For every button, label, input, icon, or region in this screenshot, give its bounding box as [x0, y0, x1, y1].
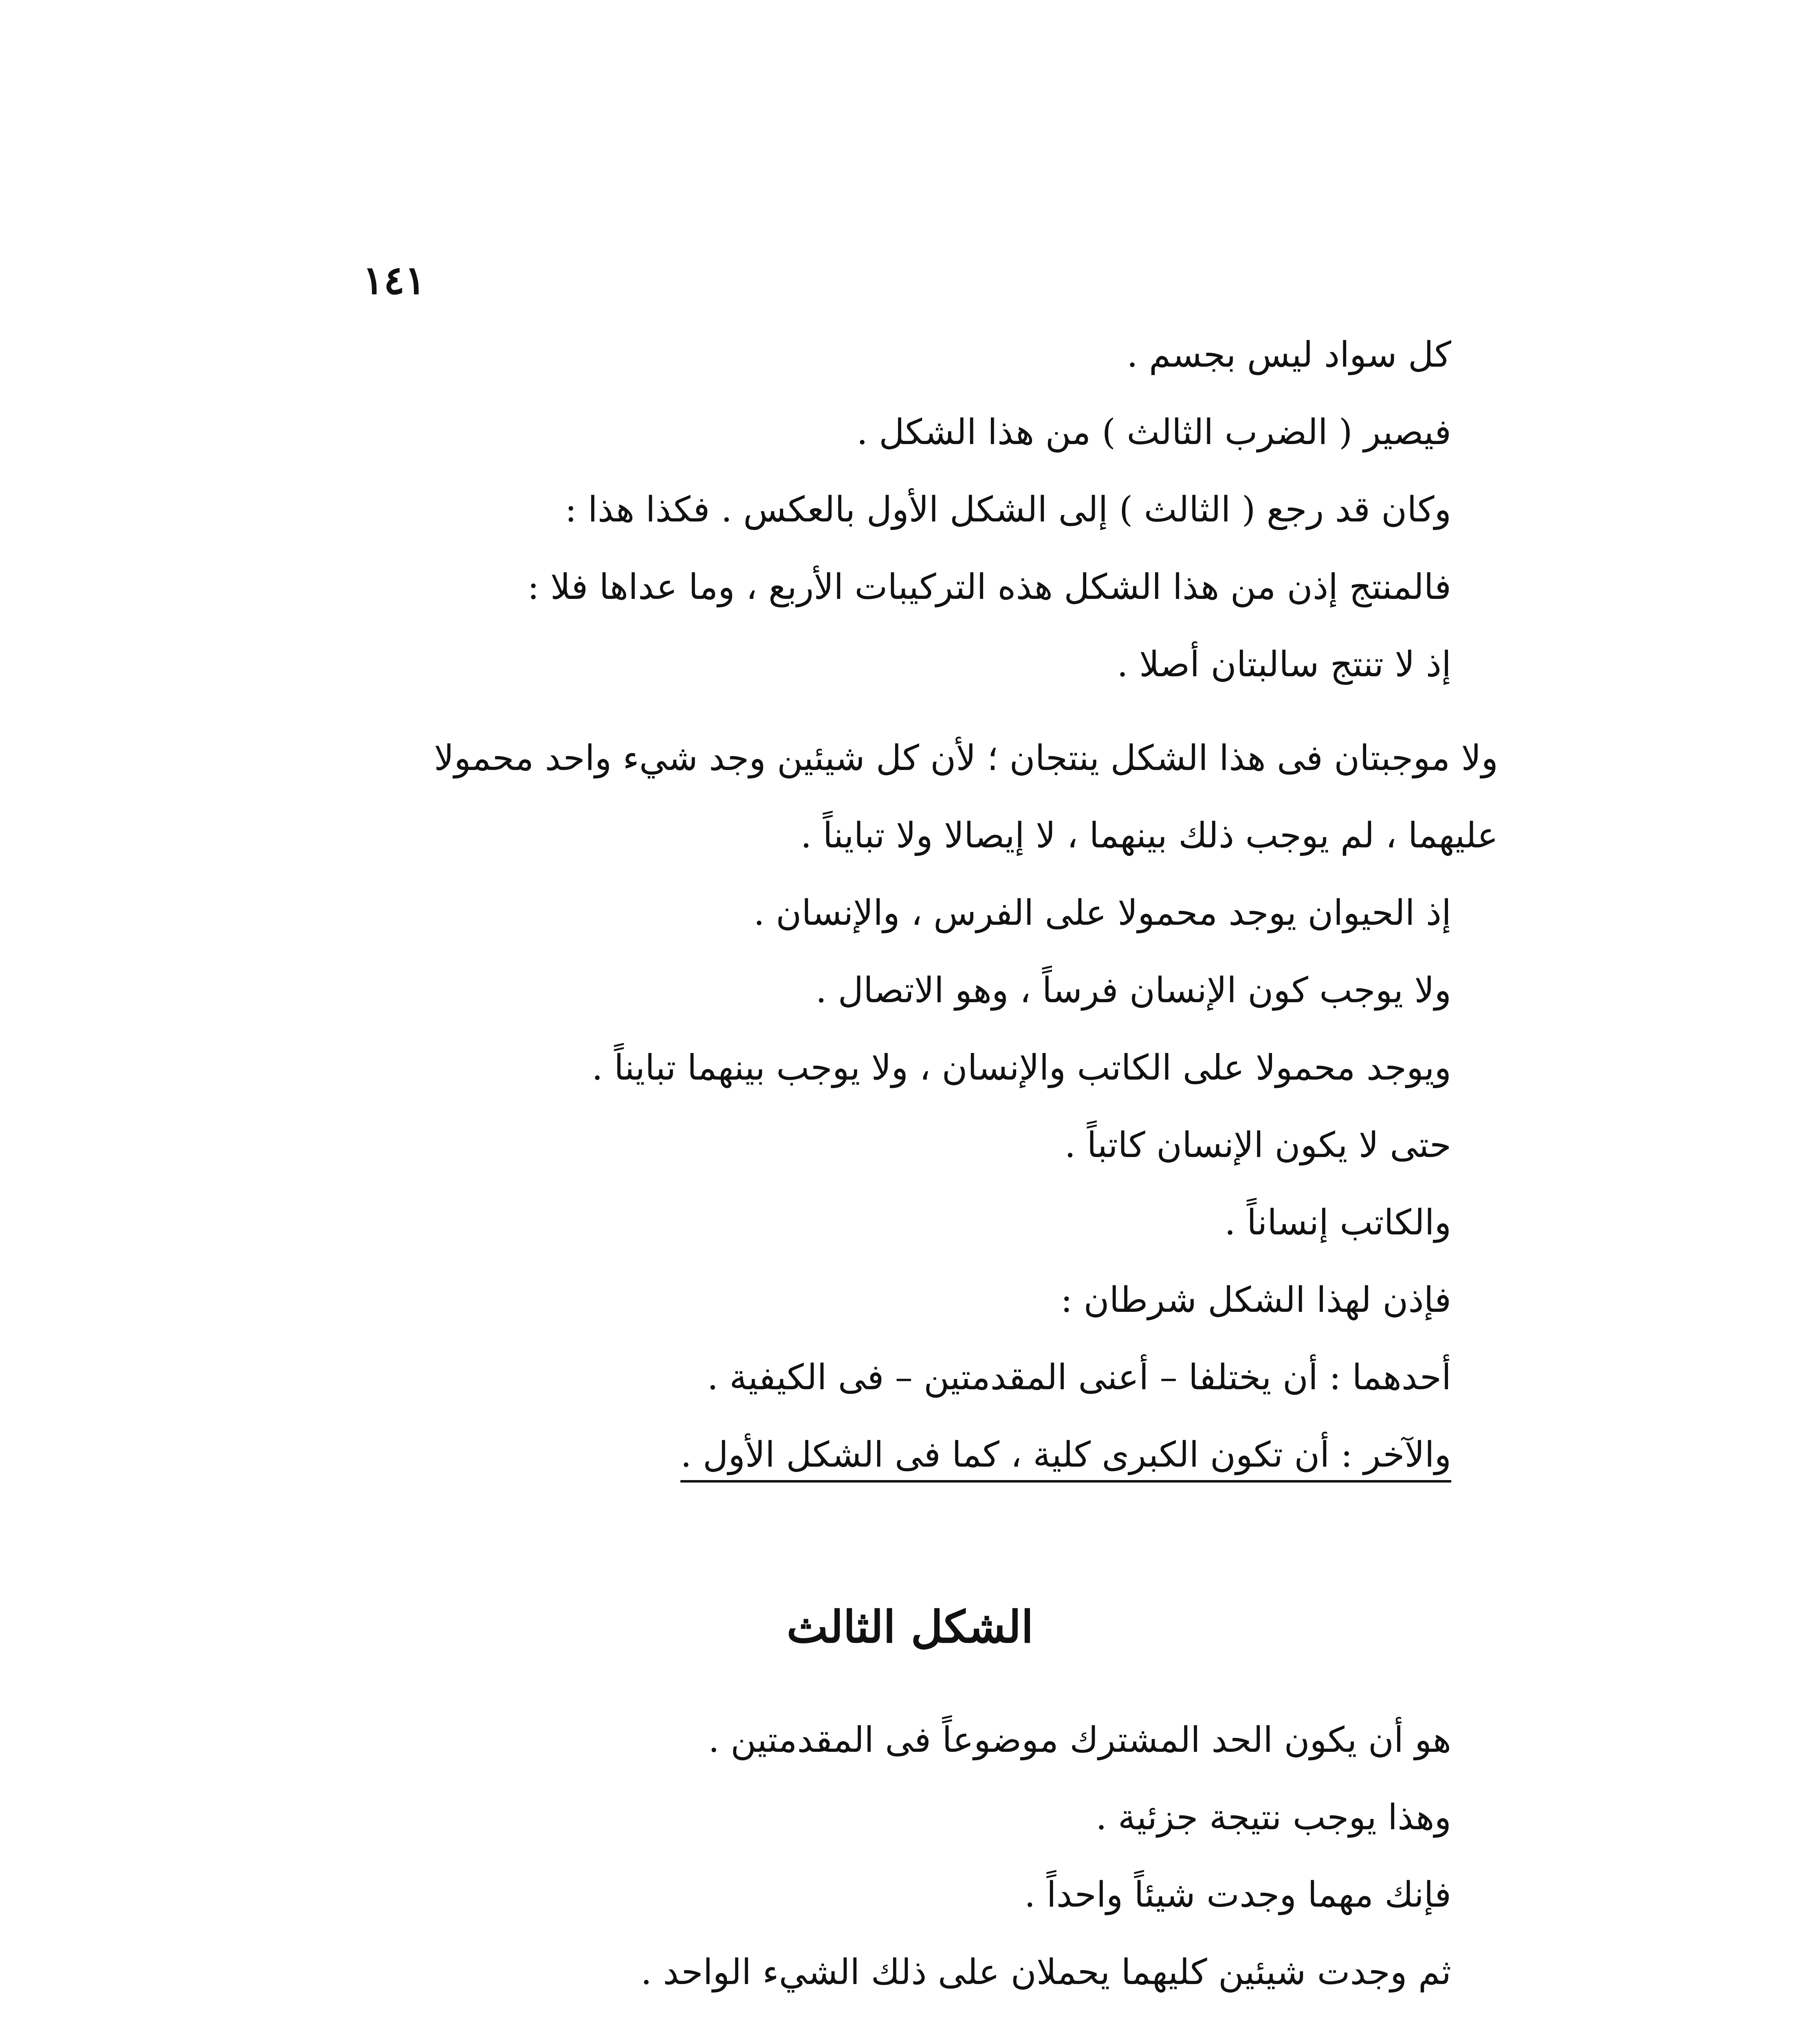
- text-line: ويوجد محمولا على الكاتب والإنسان ، ولا يوجب بينهما تبايناً .: [592, 1047, 1451, 1088]
- text-line: فالمنتج إذن من هذا الشكل هذه التركيبات الأربع ، وما عداها فلا :: [527, 567, 1451, 607]
- text-line: فإنك مهما وجدت شيئاً واحداً .: [1024, 1874, 1451, 1915]
- section-heading: الشكل الثالث: [786, 1601, 1034, 1653]
- page-number: ١٤١: [363, 257, 426, 303]
- text-line: ثم وجدت شيئين كليهما يحملان على ذلك الشيء الواحد .: [640, 1952, 1451, 1993]
- underlined-text-line: والآخر : أن تكون الكبرى كلية ، كما فى الشكل الأول .: [680, 1434, 1451, 1483]
- text-line: إذ لا تنتج سالبتان أصلا .: [1117, 644, 1451, 685]
- text-line: ولا يوجب كون الإنسان فرساً ، وهو الاتصال .: [815, 970, 1451, 1011]
- paragraph-line: عليهما ، لم يوجب ذلك بينهما ، لا إيصالا ولا تبايناً .: [800, 815, 1498, 856]
- paragraph-line: ولا موجبتان فى هذا الشكل ينتجان ؛ لأن كل شيئين وجد شيء واحد محمولا: [434, 738, 1498, 779]
- text-line: فيصير ( الضرب الثالث ) من هذا الشكل .: [856, 412, 1451, 453]
- text-line: إذ الحيوان يوجد محمولا على الفرس ، والإنسان .: [753, 893, 1451, 933]
- text-line: فإذن لهذا الشكل شرطان :: [1061, 1280, 1451, 1320]
- text-line: وكان قد رجع ( الثالث ) إلى الشكل الأول بالعكس . فكذا هذا :: [565, 489, 1451, 530]
- text-line: أحدهما : أن يختلفا – أعنى المقدمتين – فى الكيفية .: [707, 1357, 1451, 1398]
- text-line: وهذا يوجب نتيجة جزئية .: [1096, 1797, 1451, 1838]
- text-line: والكاتب إنساناً .: [1224, 1202, 1451, 1243]
- text-line: هو أن يكون الحد المشترك موضوعاً فى المقدمتين .: [708, 1720, 1451, 1760]
- text-line: حتى لا يكون الإنسان كاتباً .: [1064, 1125, 1451, 1166]
- text-line: كل سواد ليس بجسم .: [1127, 334, 1451, 375]
